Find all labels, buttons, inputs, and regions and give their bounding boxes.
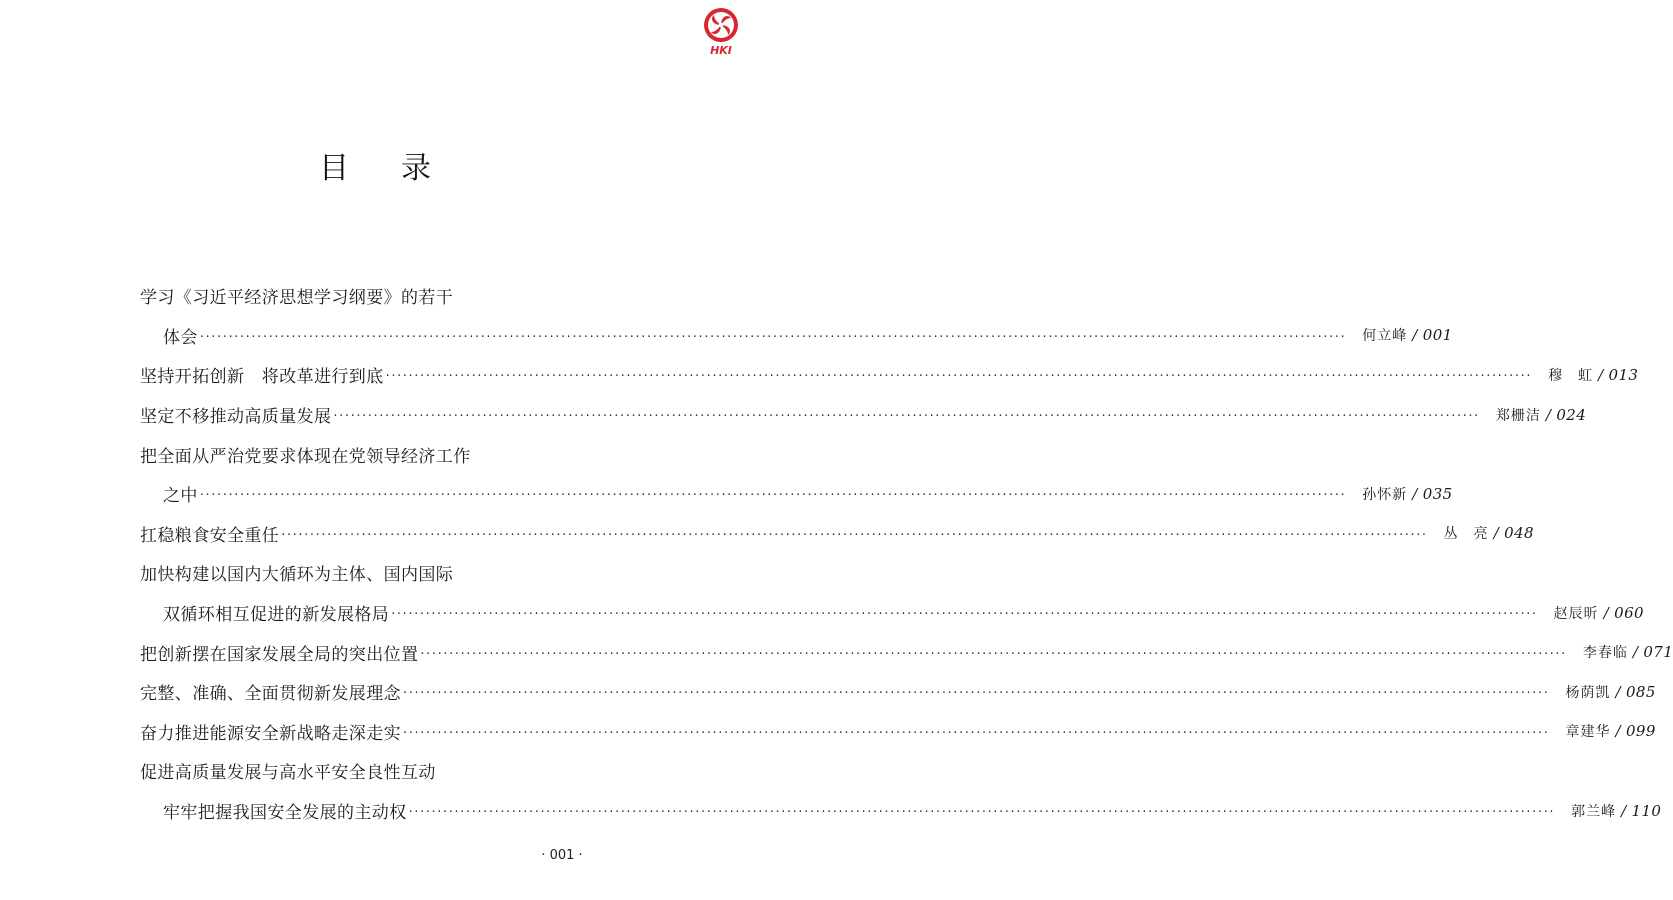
page-title: 目录 [319, 151, 483, 186]
toc-entry-title: 学习《习近平经济思想学习纲要》的若干 [140, 288, 454, 309]
toc-entry-title: 把创新摆在国家发展全局的突出位置 [140, 644, 419, 665]
dot-leader: ········································································································································································································ [408, 805, 1556, 821]
toc-entry-author: 郑栅洁 [1495, 407, 1541, 424]
page-separator: / [1493, 524, 1500, 543]
page-number: · 001 · [541, 848, 583, 863]
dot-leader: ········································································································································································································ [199, 488, 1347, 504]
toc-entry[interactable] [140, 474, 1453, 514]
toc-entry-author: 李春临 [1582, 645, 1628, 662]
toc-entry-title: 坚持开拓创新 将改革进行到底 [140, 367, 384, 388]
toc-entry-page: 035 [1422, 484, 1453, 503]
toc-entry-author: 杨荫凯 [1565, 684, 1611, 701]
toc-entry-page: 060 [1614, 603, 1644, 622]
table-of-contents [140, 276, 1673, 830]
dot-leader: ········································································································································································································ [403, 725, 1550, 741]
toc-entry[interactable] [140, 791, 1662, 831]
toc-entry-author: 章建华 [1565, 724, 1611, 741]
publisher-logo [698, 6, 744, 60]
dot-leader: ········································································································································································································ [199, 329, 1347, 345]
toc-entry-author: 何立峰 [1362, 328, 1408, 345]
toc-entry-author: 赵辰昕 [1553, 605, 1599, 622]
page-separator: / [1615, 722, 1621, 741]
toc-entry[interactable] [140, 434, 610, 474]
page-separator: / [1412, 484, 1418, 503]
toc-entry-title: 促进高质量发展与高水平安全良性互动 [140, 763, 436, 784]
toc-entry[interactable] [140, 553, 610, 593]
dot-leader: ········································································································································································································ [391, 607, 1538, 623]
dot-leader: ········································································································································································································ [281, 527, 1428, 543]
toc-entry-page: 048 [1504, 524, 1534, 543]
toc-entry-author: 穆 虹 [1548, 367, 1594, 384]
toc-entry-page: 110 [1631, 801, 1662, 820]
toc-entry[interactable] [140, 632, 1673, 672]
dot-leader: ········································································································································································································ [333, 409, 1480, 425]
page-separator: / [1412, 326, 1418, 345]
toc-entry-page: 013 [1608, 365, 1639, 384]
toc-entry[interactable] [140, 276, 610, 316]
toc-entry[interactable] [140, 316, 1453, 356]
toc-entry-title: 牢牢把握我国安全发展的主动权 [163, 803, 407, 824]
toc-entry-author: 丛 亮 [1443, 526, 1489, 543]
page-separator: / [1545, 405, 1552, 424]
toc-entry[interactable] [140, 751, 610, 791]
toc-entry-title: 完整、准确、全面贯彻新发展理念 [140, 684, 401, 705]
toc-entry-author: 孙怀新 [1362, 486, 1408, 503]
page-separator: / [1603, 603, 1610, 622]
toc-entry[interactable] [140, 395, 1587, 435]
toc-entry-title: 扛稳粮食安全重任 [140, 525, 280, 546]
logo-text: HKI [710, 44, 732, 57]
dot-leader: ········································································································································································································ [403, 686, 1550, 702]
toc-entry-title: 之中 [163, 486, 198, 507]
page-separator: / [1615, 682, 1621, 701]
dot-leader: ········································································································································································································ [385, 369, 1533, 385]
page-separator: / [1632, 643, 1639, 662]
toc-entry-page: 024 [1556, 405, 1587, 424]
toc-entry[interactable] [140, 355, 1639, 395]
toc-entry-title: 体会 [163, 327, 198, 348]
toc-entry-title: 奋力推进能源安全新战略走深走实 [140, 723, 401, 744]
pinwheel-logo-icon [698, 6, 744, 46]
toc-entry[interactable] [140, 593, 1644, 633]
toc-entry-title: 双循环相互促进的新发展格局 [163, 605, 390, 626]
toc-entry[interactable] [140, 712, 1656, 752]
toc-entry-page: 085 [1625, 682, 1656, 701]
page-separator: / [1598, 365, 1604, 384]
toc-entry-title: 加快构建以国内大循环为主体、国内国际 [140, 565, 454, 586]
toc-entry-page: 001 [1422, 326, 1453, 345]
page-separator: / [1621, 801, 1627, 820]
toc-entry[interactable] [140, 672, 1656, 712]
toc-entry-title: 坚定不移推动高质量发展 [140, 407, 332, 428]
toc-entry[interactable] [140, 514, 1534, 554]
toc-entry-title: 把全面从严治党要求体现在党领导经济工作 [140, 446, 471, 467]
toc-entry-page: 099 [1625, 722, 1656, 741]
dot-leader: ········································································································································································································ [420, 646, 1567, 662]
toc-entry-page: 071 [1643, 643, 1673, 662]
toc-entry-author: 郭兰峰 [1571, 803, 1617, 820]
